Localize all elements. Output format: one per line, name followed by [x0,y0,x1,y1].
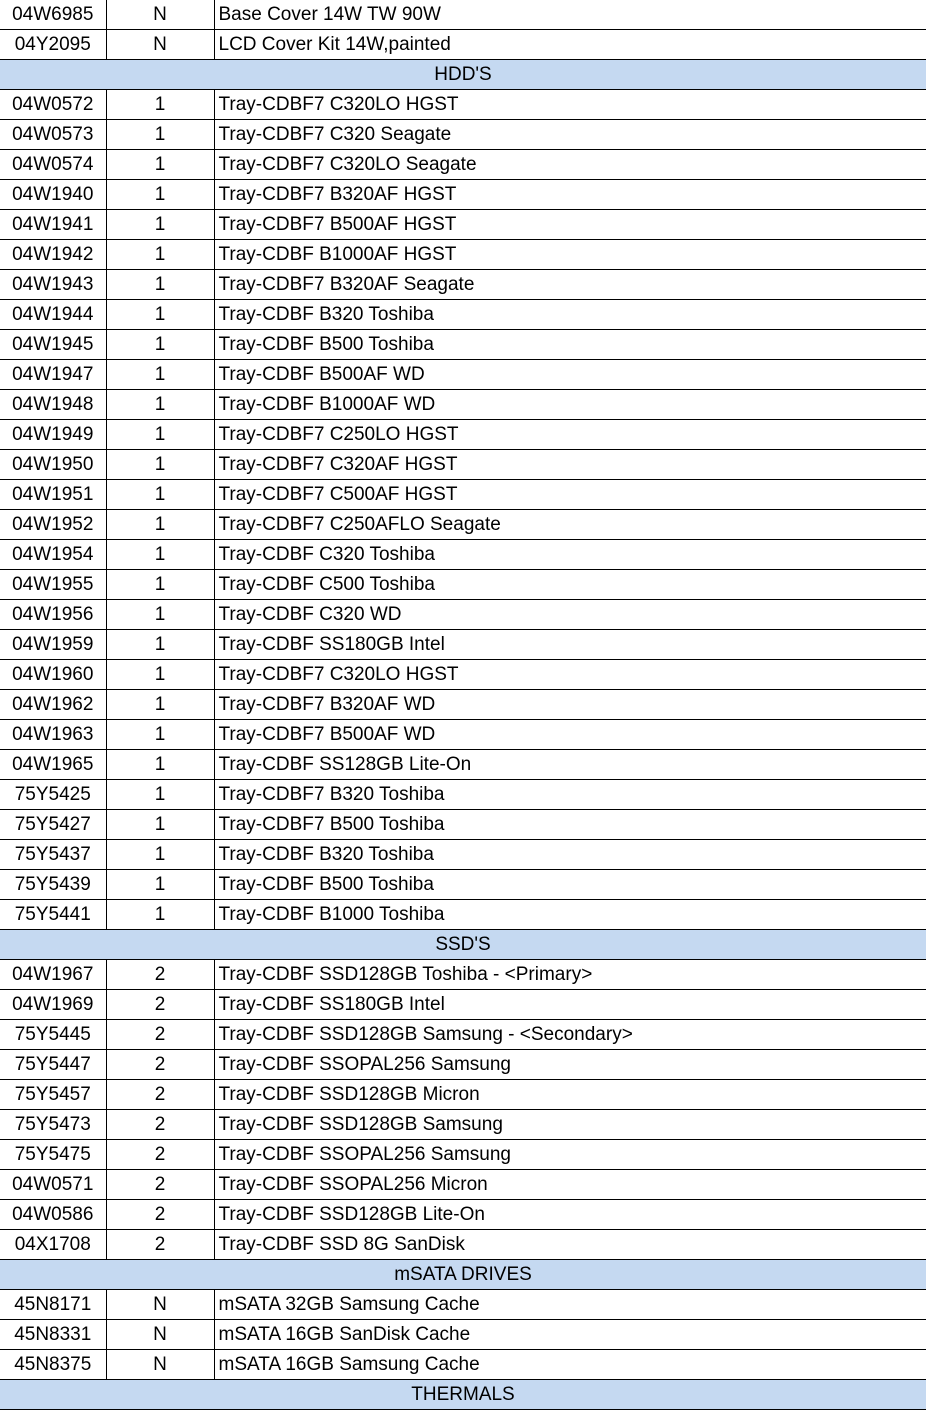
description-cell[interactable]: Tray-CDBF7 C320 Seagate [214,120,926,150]
part-number-cell[interactable]: 04W1950 [0,450,106,480]
quantity-cell[interactable]: 1 [106,210,214,240]
description-cell[interactable]: Tray-CDBF C500 Toshiba [214,570,926,600]
description-cell[interactable]: Tray-CDBF SS128GB Lite-On [214,750,926,780]
table-row [0,750,926,780]
quantity-cell[interactable]: 1 [106,630,214,660]
table-row [0,120,926,150]
part-number-cell[interactable]: 04W1943 [0,270,106,300]
table-row [0,960,926,990]
description-cell[interactable]: Tray-CDBF SS180GB Intel [214,990,926,1020]
part-number-cell[interactable]: 04W1960 [0,660,106,690]
description-cell[interactable]: Tray-CDBF7 B320 Toshiba [214,780,926,810]
part-number-cell[interactable]: 75Y5473 [0,1110,106,1140]
table-row [0,660,926,690]
table-row [0,630,926,660]
table-row [0,30,926,60]
table-row [0,1110,926,1140]
part-number-cell[interactable]: 04W0586 [0,1200,106,1230]
part-number-cell[interactable]: 04W1956 [0,600,106,630]
quantity-cell[interactable]: 1 [106,540,214,570]
part-number-cell[interactable]: 04W1942 [0,240,106,270]
part-number-cell[interactable]: 04Y2095 [0,30,106,60]
table-row [0,870,926,900]
quantity-cell[interactable]: 1 [106,660,214,690]
description-cell[interactable]: Tray-CDBF7 C500AF HGST [214,480,926,510]
description-cell[interactable]: Tray-CDBF SSOPAL256 Samsung [214,1140,926,1170]
description-cell[interactable]: Tray-CDBF7 C250LO HGST [214,420,926,450]
quantity-cell[interactable]: 2 [106,990,214,1020]
part-number-cell[interactable]: 75Y5457 [0,1080,106,1110]
description-cell[interactable]: Tray-CDBF7 B320AF Seagate [214,270,926,300]
description-cell[interactable]: Tray-CDBF7 B320AF HGST [214,180,926,210]
description-cell[interactable]: Tray-CDBF B1000AF WD [214,390,926,420]
description-cell[interactable]: Tray-CDBF C320 Toshiba [214,540,926,570]
description-cell[interactable]: Tray-CDBF7 C320LO HGST [214,660,926,690]
section-header-row [0,60,926,90]
part-number-cell[interactable]: 04W1944 [0,300,106,330]
quantity-cell[interactable]: 1 [106,270,214,300]
description-cell[interactable]: Tray-CDBF SSOPAL256 Samsung [214,1050,926,1080]
quantity-cell[interactable]: 1 [106,360,214,390]
part-number-cell[interactable]: 04W1954 [0,540,106,570]
description-cell[interactable]: Tray-CDBF7 B500AF WD [214,720,926,750]
description-cell[interactable]: Tray-CDBF SSD128GB Samsung - <Secondary> [214,1020,926,1050]
part-number-cell[interactable]: 04W1963 [0,720,106,750]
part-number-cell[interactable]: 04W0573 [0,120,106,150]
part-number-cell[interactable]: 04W1952 [0,510,106,540]
description-cell[interactable]: Tray-CDBF SSD128GB Samsung [214,1110,926,1140]
part-number-cell[interactable]: 04W1948 [0,390,106,420]
table-row [0,300,926,330]
table-row [0,1020,926,1050]
table-row [0,390,926,420]
quantity-cell[interactable]: 2 [106,1200,214,1230]
table-row [0,690,926,720]
description-cell[interactable]: Tray-CDBF7 B500AF HGST [214,210,926,240]
quantity-cell[interactable]: 1 [106,780,214,810]
quantity-cell[interactable]: 2 [106,1170,214,1200]
part-number-cell[interactable]: 04W0572 [0,90,106,120]
description-cell[interactable]: Tray-CDBF7 B320AF WD [214,690,926,720]
part-number-cell[interactable]: 75Y5447 [0,1050,106,1080]
quantity-cell[interactable]: 1 [106,450,214,480]
table-row [0,1080,926,1110]
quantity-cell[interactable]: 1 [106,330,214,360]
part-number-cell[interactable]: 45N8375 [0,1350,106,1380]
section-title[interactable]: SSD'S [0,930,926,960]
quantity-cell[interactable]: 1 [106,240,214,270]
part-number-cell[interactable]: 45N8331 [0,1320,106,1350]
table-row [0,1140,926,1170]
part-number-cell[interactable]: 75Y5427 [0,810,106,840]
part-number-cell[interactable]: 04W1941 [0,210,106,240]
table-row [0,270,926,300]
description-cell[interactable]: Tray-CDBF7 C320LO HGST [214,90,926,120]
part-number-cell[interactable]: 75Y5437 [0,840,106,870]
part-number-cell[interactable]: 75Y5439 [0,870,106,900]
quantity-cell[interactable]: 1 [106,750,214,780]
description-cell[interactable]: Tray-CDBF C320 WD [214,600,926,630]
table-row [0,900,926,930]
quantity-cell[interactable]: 1 [106,600,214,630]
table-row [0,810,926,840]
table-row [0,90,926,120]
description-cell[interactable]: Tray-CDBF SSD128GB Micron [214,1080,926,1110]
table-row [0,420,926,450]
description-cell[interactable]: Tray-CDBF SSD 8G SanDisk [214,1230,926,1260]
description-cell[interactable]: Tray-CDBF7 B500 Toshiba [214,810,926,840]
quantity-cell[interactable]: 1 [106,570,214,600]
description-cell[interactable]: Tray-CDBF7 C250AFLO Seagate [214,510,926,540]
quantity-cell[interactable]: 2 [106,1110,214,1140]
table-row [0,210,926,240]
table-row [0,330,926,360]
part-number-cell[interactable]: 04W0574 [0,150,106,180]
section-title[interactable]: HDD'S [0,60,926,90]
quantity-cell[interactable]: 1 [106,300,214,330]
table-row [0,720,926,750]
quantity-cell[interactable]: N [106,1320,214,1350]
table-row [0,1350,926,1380]
quantity-cell[interactable]: 2 [106,960,214,990]
part-number-cell[interactable]: 04W1949 [0,420,106,450]
part-number-cell[interactable]: 04W1969 [0,990,106,1020]
table-row [0,240,926,270]
description-cell[interactable]: Tray-CDBF SSOPAL256 Micron [214,1170,926,1200]
table-row [0,1050,926,1080]
section-header-row [0,1260,926,1290]
description-cell[interactable]: Tray-CDBF SSD128GB Toshiba - <Primary> [214,960,926,990]
description-cell[interactable]: Tray-CDBF B500AF WD [214,360,926,390]
quantity-cell[interactable]: 2 [106,1140,214,1170]
quantity-cell[interactable]: N [106,1290,214,1320]
table-row [0,480,926,510]
table-row [0,570,926,600]
part-number-cell[interactable]: 04W1959 [0,630,106,660]
table-row [0,1290,926,1320]
quantity-cell[interactable]: 1 [106,510,214,540]
quantity-cell[interactable]: 1 [106,390,214,420]
description-cell[interactable]: Base Cover 14W TW 90W [214,0,926,30]
quantity-cell[interactable]: 1 [106,120,214,150]
table-row [0,990,926,1020]
part-number-cell[interactable]: 04W1965 [0,750,106,780]
table-row [0,180,926,210]
part-number-cell[interactable]: 04W1945 [0,330,106,360]
part-number-cell[interactable]: 45N8171 [0,1290,106,1320]
table-row [0,450,926,480]
quantity-cell[interactable]: 1 [106,480,214,510]
quantity-cell[interactable]: 1 [106,900,214,930]
description-cell[interactable]: Tray-CDBF B320 Toshiba [214,840,926,870]
table-row [0,510,926,540]
part-number-cell[interactable]: 75Y5475 [0,1140,106,1170]
quantity-cell[interactable]: 1 [106,840,214,870]
part-number-cell[interactable]: 04W6985 [0,0,106,30]
quantity-cell[interactable]: 1 [106,690,214,720]
quantity-cell[interactable]: N [106,0,214,30]
description-cell[interactable]: Tray-CDBF B320 Toshiba [214,300,926,330]
table-row [0,360,926,390]
description-cell[interactable]: LCD Cover Kit 14W,painted [214,30,926,60]
quantity-cell[interactable]: N [106,1350,214,1380]
section-header-row [0,1380,926,1410]
part-number-cell[interactable]: 04W1967 [0,960,106,990]
quantity-cell[interactable]: 1 [106,810,214,840]
quantity-cell[interactable]: 1 [106,90,214,120]
table-row [0,600,926,630]
part-number-cell[interactable]: 04W1940 [0,180,106,210]
quantity-cell[interactable]: 1 [106,150,214,180]
table-row [0,150,926,180]
table-row [0,540,926,570]
description-cell[interactable]: Tray-CDBF B500 Toshiba [214,330,926,360]
quantity-cell[interactable]: 1 [106,720,214,750]
part-number-cell[interactable]: 04W0571 [0,1170,106,1200]
description-cell[interactable]: mSATA 16GB SanDisk Cache [214,1320,926,1350]
table-row [0,0,926,30]
description-cell[interactable]: Tray-CDBF B1000AF HGST [214,240,926,270]
description-cell[interactable]: Tray-CDBF B1000 Toshiba [214,900,926,930]
quantity-cell[interactable]: 2 [106,1050,214,1080]
description-cell[interactable]: Tray-CDBF SSD128GB Lite-On [214,1200,926,1230]
description-cell[interactable]: mSATA 32GB Samsung Cache [214,1290,926,1320]
part-number-cell[interactable]: 04W1955 [0,570,106,600]
section-header-row [0,930,926,960]
quantity-cell[interactable]: 2 [106,1080,214,1110]
quantity-cell[interactable]: N [106,30,214,60]
description-cell[interactable]: mSATA 16GB Samsung Cache [214,1350,926,1380]
description-cell[interactable]: Tray-CDBF7 C320AF HGST [214,450,926,480]
part-number-cell[interactable]: 75Y5445 [0,1020,106,1050]
table-row [0,1170,926,1200]
description-cell[interactable]: Tray-CDBF7 C320LO Seagate [214,150,926,180]
quantity-cell[interactable]: 2 [106,1020,214,1050]
table-row [0,1200,926,1230]
quantity-cell[interactable]: 1 [106,180,214,210]
description-cell[interactable]: Tray-CDBF B500 Toshiba [214,870,926,900]
table-row [0,1320,926,1350]
part-number-cell[interactable]: 04W1947 [0,360,106,390]
quantity-cell[interactable]: 1 [106,420,214,450]
section-title[interactable]: THERMALS [0,1380,926,1410]
part-number-cell[interactable]: 04W1951 [0,480,106,510]
part-number-cell[interactable]: 75Y5425 [0,780,106,810]
description-cell[interactable]: Tray-CDBF SS180GB Intel [214,630,926,660]
quantity-cell[interactable]: 1 [106,870,214,900]
quantity-cell[interactable]: 2 [106,1230,214,1260]
section-title[interactable]: mSATA DRIVES [0,1260,926,1290]
table-row [0,1230,926,1260]
table-row [0,780,926,810]
part-number-cell[interactable]: 04W1962 [0,690,106,720]
part-number-cell[interactable]: 04X1708 [0,1230,106,1260]
part-number-cell[interactable]: 75Y5441 [0,900,106,930]
table-row [0,840,926,870]
